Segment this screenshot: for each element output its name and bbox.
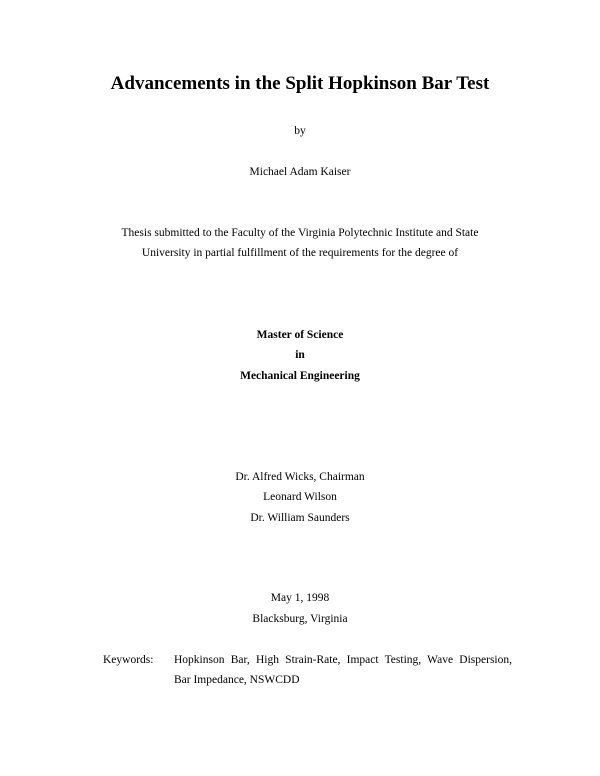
- author-name: Michael Adam Kaiser: [249, 166, 351, 178]
- committee-chairman: Dr. Alfred Wicks, Chairman: [235, 471, 365, 483]
- degree-name: Master of Science: [256, 329, 344, 341]
- location: Blacksburg, Virginia: [252, 613, 348, 625]
- degree-field: Mechanical Engineering: [240, 370, 360, 382]
- committee-member-1: Leonard Wilson: [263, 491, 337, 503]
- keywords-line-1: Hopkinson Bar, High Strain-Rate, Impact Testing, Wave Dispersion,: [174, 654, 512, 666]
- degree-connector: in: [295, 349, 305, 361]
- keywords-label: Keywords:: [103, 654, 154, 666]
- thesis-title: Advancements in the Split Hopkinson Bar Test: [110, 73, 490, 94]
- by-line: by: [294, 125, 306, 137]
- keywords-line-2: Bar Impedance, NSWCDD: [174, 674, 300, 686]
- committee-member-2: Dr. William Saunders: [250, 512, 350, 524]
- submission-statement-line-2: University in partial fulfillment of the requirements for the degree of: [141, 247, 459, 259]
- submission-date: May 1, 1998: [270, 592, 330, 604]
- submission-statement-line-1: Thesis submitted to the Faculty of the Virginia Polytechnic Institute and State: [121, 227, 479, 239]
